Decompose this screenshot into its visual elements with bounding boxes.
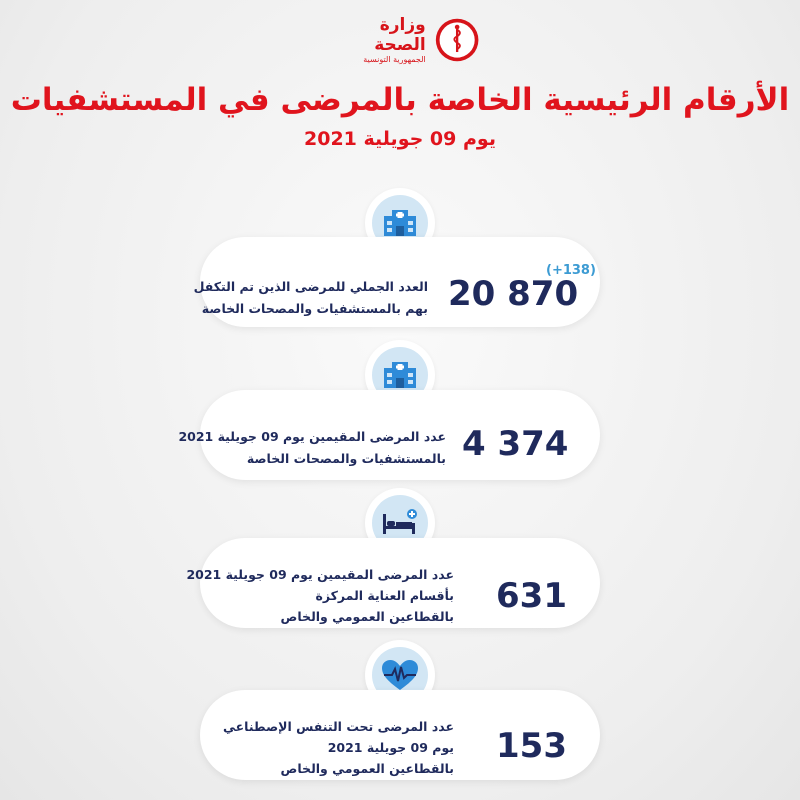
card-1-delta: (+138) — [546, 263, 596, 278]
card-3-line-3: بالقطاعين العمومي والخاص — [280, 609, 454, 624]
logo-subtitle: الجمهورية التونسية — [363, 55, 426, 64]
card-3-line-1: عدد المرضى المقيمين يوم 09 جويلية 2021 — [186, 567, 454, 582]
crescent-emblem-icon — [434, 15, 480, 65]
logo-title: وزارة الصحة — [374, 15, 426, 55]
card-4-value: 153 — [496, 726, 567, 766]
hospital-icon — [382, 360, 418, 390]
page-title: الأرقام الرئيسية الخاصة بالمرضى في المستشفيات — [10, 82, 790, 118]
hospital-icon — [382, 208, 418, 238]
card-3-line-2: بأقسام العناية المركزة — [315, 588, 454, 603]
card-1-line-1: العدد الجملي للمرضى الذين تم التكفل — [193, 279, 428, 294]
card-4-line-2: يوم 09 جويلية 2021 — [327, 740, 454, 755]
card-3-value: 631 — [496, 576, 567, 616]
card-2-line-2: بالمستشفيات والمصحات الخاصة — [246, 451, 446, 466]
card-4-line-1: عدد المرضى تحت التنفس الإصطناعي — [222, 719, 454, 734]
card-2-line-1: عدد المرضى المقيمين يوم 09 جويلية 2021 — [178, 429, 446, 444]
logo-text — [330, 15, 426, 65]
card-2-value: 4 374 — [462, 424, 569, 464]
heart-pulse-icon — [380, 658, 420, 692]
card-1-line-2: بهم بالمستشفيات والمصحات الخاصة — [201, 301, 428, 316]
page-date: يوم 09 جويلية 2021 — [304, 128, 496, 150]
hospital-bed-icon — [380, 508, 420, 538]
ministry-logo — [330, 10, 480, 70]
card-1-value: 20 870 — [448, 274, 579, 314]
card-4-line-3: بالقطاعين العمومي والخاص — [280, 761, 454, 776]
